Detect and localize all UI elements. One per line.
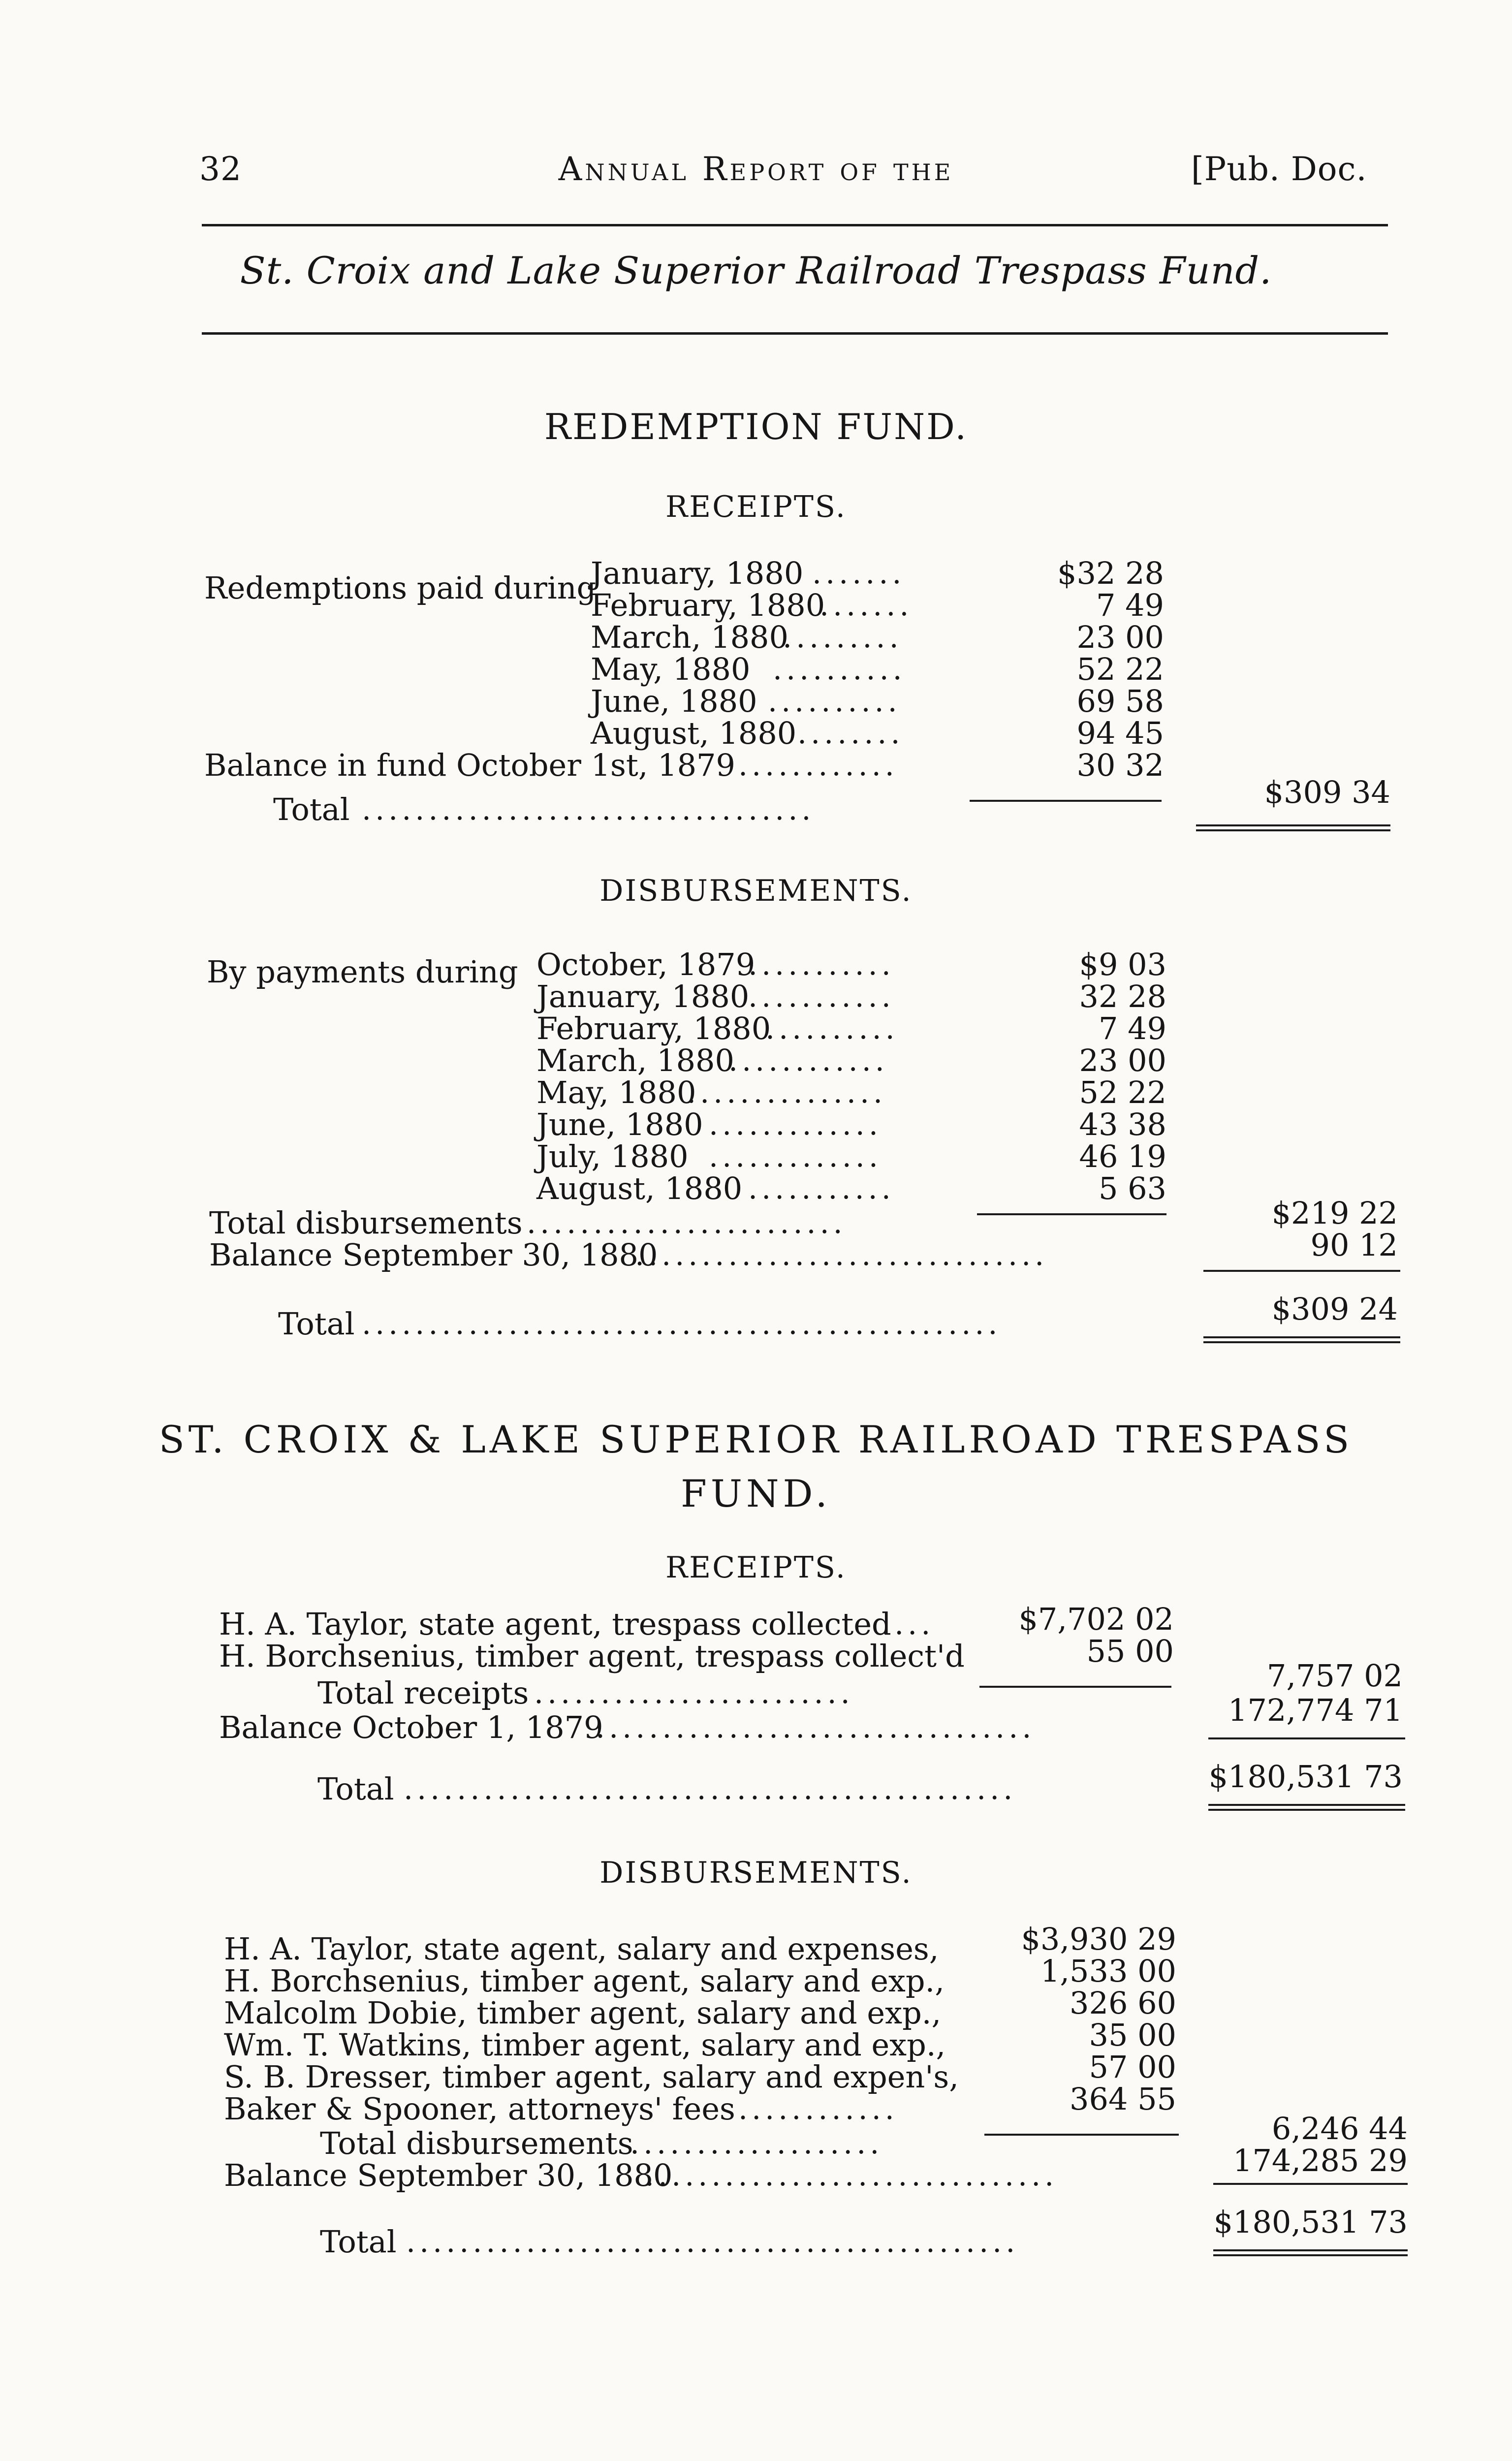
leader-dots: .............: [709, 1107, 882, 1142]
subheader-rule: [202, 332, 1388, 335]
redemption-receipt-label: February, 1880: [591, 587, 825, 623]
redemption-disbursement-amount: $9 03: [1079, 947, 1166, 982]
redemption-receipt-label: January, 1880: [591, 555, 804, 591]
trespass-disbursement-label: S. B. Dresser, timber agent, salary and expen's,: [224, 2059, 959, 2095]
redemption-disbursement-amount: 43 38: [1079, 1106, 1166, 1142]
trespass-disbursement-amount: 326 60: [1070, 1985, 1176, 2021]
redemption-disbursement-amount: 46 19: [1079, 1138, 1166, 1174]
leader-dots: ..............................................: [404, 1772, 1017, 1806]
fund-subheader: St. Croix and Lake Superior Railroad Trespass Fund.: [240, 249, 1272, 292]
leader-dots: ............: [738, 2092, 898, 2126]
leader-dots: ........: [797, 716, 904, 751]
redemption-receipt-amount: 7 49: [1096, 587, 1164, 623]
redemption-disbursement-label: October, 1879: [536, 947, 756, 982]
trespass-receipts-total-label: Total: [317, 1771, 394, 1807]
redemption-receipts-heading: RECEIPTS.: [665, 490, 847, 524]
redemption-total-amount: $309 34: [1264, 774, 1390, 810]
redemption-disbursements-heading: DISBURSEMENTS.: [599, 874, 913, 908]
redemption-balance-amount: 30 32: [1076, 747, 1164, 783]
trespass-total-disbursements-label: Total disbursements: [320, 2125, 633, 2161]
subtotal-rule: [1203, 1270, 1400, 1272]
total-double-rule: [1213, 2249, 1408, 2256]
leader-dots: ...................: [630, 2126, 883, 2161]
leader-dots: ...............................: [645, 2158, 1058, 2193]
leader-dots: ........................: [534, 1676, 854, 1710]
trespass-disbursements-heading: DISBURSEMENTS.: [599, 1856, 913, 1890]
leader-dots: ..........: [773, 652, 906, 687]
trespass-disbursement-amount: 364 55: [1070, 2081, 1176, 2117]
redemption-disbursement-amount: 5 63: [1098, 1170, 1166, 1206]
redemption-balance-label: Balance in fund October 1st, 1879: [204, 747, 735, 783]
leader-dots: ................................................: [362, 1307, 1002, 1341]
trespass-balance-oct-amount: 172,774 71: [1228, 1692, 1403, 1728]
leader-dots: ..............................................: [406, 2225, 1019, 2259]
leader-dots: ...........: [748, 979, 895, 1014]
leader-dots: .........: [783, 620, 903, 655]
trespass-receipts-heading: RECEIPTS.: [665, 1550, 847, 1585]
trespass-disbursement-amount: 57 00: [1089, 2049, 1176, 2085]
redemption-disb-total-label: Total: [278, 1306, 355, 1342]
trespass-receipt-amount: 55 00: [1086, 1633, 1174, 1669]
trespass-total-receipts-label: Total receipts: [317, 1675, 529, 1711]
trespass-balance-sept-label: Balance September 30, 1880: [224, 2157, 673, 2193]
redemption-fund-title: REDEMPTION FUND.: [544, 406, 968, 447]
redemption-receipt-amount: 69 58: [1076, 683, 1164, 719]
leader-dots: .......: [819, 588, 913, 623]
redemption-disbursement-label: January, 1880: [536, 978, 750, 1014]
leader-dots: ..........: [765, 1011, 899, 1046]
redemption-disbursement-amount: 23 00: [1079, 1042, 1166, 1078]
redemption-disbursement-label: March, 1880: [536, 1042, 734, 1078]
trespass-disbursement-label: Malcolm Dobie, timber agent, salary and exp.,: [224, 1995, 942, 2031]
trespass-receipts-total-amount: $180,531 73: [1208, 1759, 1403, 1795]
leader-dots: .................................: [596, 1710, 1036, 1745]
redemption-receipt-amount: $32 28: [1057, 555, 1164, 591]
redemption-balance-sept-amount: 90 12: [1310, 1227, 1398, 1263]
redemption-disbursement-label: June, 1880: [536, 1106, 703, 1142]
subtotal-rule: [979, 1686, 1171, 1688]
redemption-disbursement-label: February, 1880: [536, 1010, 771, 1046]
redemption-disbursement-label: August, 1880: [536, 1170, 743, 1206]
subtotal-rule: [984, 2134, 1179, 2136]
redemption-receipt-label: May, 1880: [591, 651, 751, 687]
redemption-balance-sept-label: Balance September 30, 1880: [209, 1237, 658, 1273]
trespass-disbursement-amount: 35 00: [1089, 2017, 1176, 2053]
header-rule: [202, 224, 1388, 226]
trespass-balance-sept-amount: 174,285 29: [1233, 2143, 1408, 2178]
subtotal-rule: [977, 1213, 1166, 1215]
trespass-disbursement-label: Wm. T. Watkins, timber agent, salary and exp.,: [224, 2027, 946, 2063]
leader-dots: ............: [728, 1043, 888, 1078]
leader-dots: .......: [812, 556, 906, 591]
leader-dots: ...........: [748, 1171, 895, 1206]
leader-dots: ...............: [687, 1075, 887, 1110]
redemption-disbursement-label: July, 1880: [536, 1138, 689, 1174]
redemption-receipt-amount: 94 45: [1076, 715, 1164, 751]
leader-dots: ..........: [768, 684, 901, 719]
redemption-total-label: Total: [273, 791, 350, 827]
redemption-receipt-amount: 23 00: [1076, 619, 1164, 655]
page-number: 32: [199, 150, 242, 188]
trespass-fund-title-line1: ST. CROIX & LAKE SUPERIOR RAILROAD TRESPASS: [158, 1418, 1354, 1461]
redemption-disbursement-amount: 7 49: [1098, 1010, 1166, 1046]
leader-dots: .............: [709, 1139, 882, 1174]
subtotal-rule: [1213, 2183, 1408, 2185]
leader-dots: ............: [738, 748, 898, 783]
subtotal-rule: [970, 800, 1162, 802]
trespass-balance-oct-label: Balance October 1, 1879: [219, 1709, 603, 1745]
redemption-disbursements-lead: By payments during: [207, 954, 518, 990]
leader-dots: ........................: [527, 1206, 847, 1240]
subtotal-rule: [1208, 1737, 1405, 1739]
trespass-disbursement-amount: 1,533 00: [1040, 1953, 1176, 1989]
trespass-disbursement-amount: $3,930 29: [1021, 1921, 1176, 1957]
trespass-disb-total-amount: $180,531 73: [1213, 2204, 1408, 2240]
trespass-total-disbursements-amount: 6,246 44: [1271, 2111, 1408, 2146]
total-double-rule: [1203, 1336, 1400, 1343]
trespass-receipt-amount: $7,702 02: [1018, 1601, 1174, 1637]
redemption-disbursement-amount: 32 28: [1079, 978, 1166, 1014]
total-double-rule: [1196, 824, 1390, 831]
redemption-total-disbursements-amount: $219 22: [1271, 1195, 1398, 1231]
running-title: Annual Report of the: [558, 150, 954, 188]
trespass-receipt-label: H. Borchsenius, timber agent, trespass collect'd: [219, 1638, 965, 1674]
redemption-receipt-label: August, 1880: [591, 715, 797, 751]
redemption-disb-total-amount: $309 24: [1271, 1291, 1398, 1327]
total-double-rule: [1208, 1804, 1405, 1811]
trespass-disb-total-label: Total: [320, 2224, 397, 2260]
trespass-disbursement-label: H. A. Taylor, state agent, salary and expenses,: [224, 1931, 939, 1967]
leader-dots: ...........: [748, 947, 895, 982]
leader-dots: ....: [881, 1607, 935, 1641]
redemption-receipt-label: June, 1880: [591, 683, 757, 719]
trespass-disbursement-label: H. Borchsenius, timber agent, salary and exp.,: [224, 1963, 945, 1999]
trespass-disbursement-label: Baker & Spooner, attorneys' fees: [224, 2091, 735, 2127]
leader-dots: ...............................: [635, 1238, 1048, 1272]
redemption-disbursement-amount: 52 22: [1079, 1074, 1166, 1110]
trespass-fund-title-line2: FUND.: [681, 1472, 831, 1515]
redemption-receipt-amount: 52 22: [1076, 651, 1164, 687]
redemption-receipt-label: March, 1880: [591, 619, 788, 655]
redemption-receipts-lead: Redemptions paid during: [204, 570, 597, 606]
trespass-total-receipts-amount: 7,757 02: [1266, 1658, 1403, 1694]
leader-dots: ..................................: [362, 792, 815, 827]
trespass-receipt-label: H. A. Taylor, state agent, trespass collected: [219, 1606, 891, 1642]
redemption-disbursement-label: May, 1880: [536, 1074, 696, 1110]
pub-doc-label: [Pub. Doc.: [1191, 150, 1367, 188]
redemption-total-disbursements-label: Total disbursements: [209, 1205, 523, 1241]
